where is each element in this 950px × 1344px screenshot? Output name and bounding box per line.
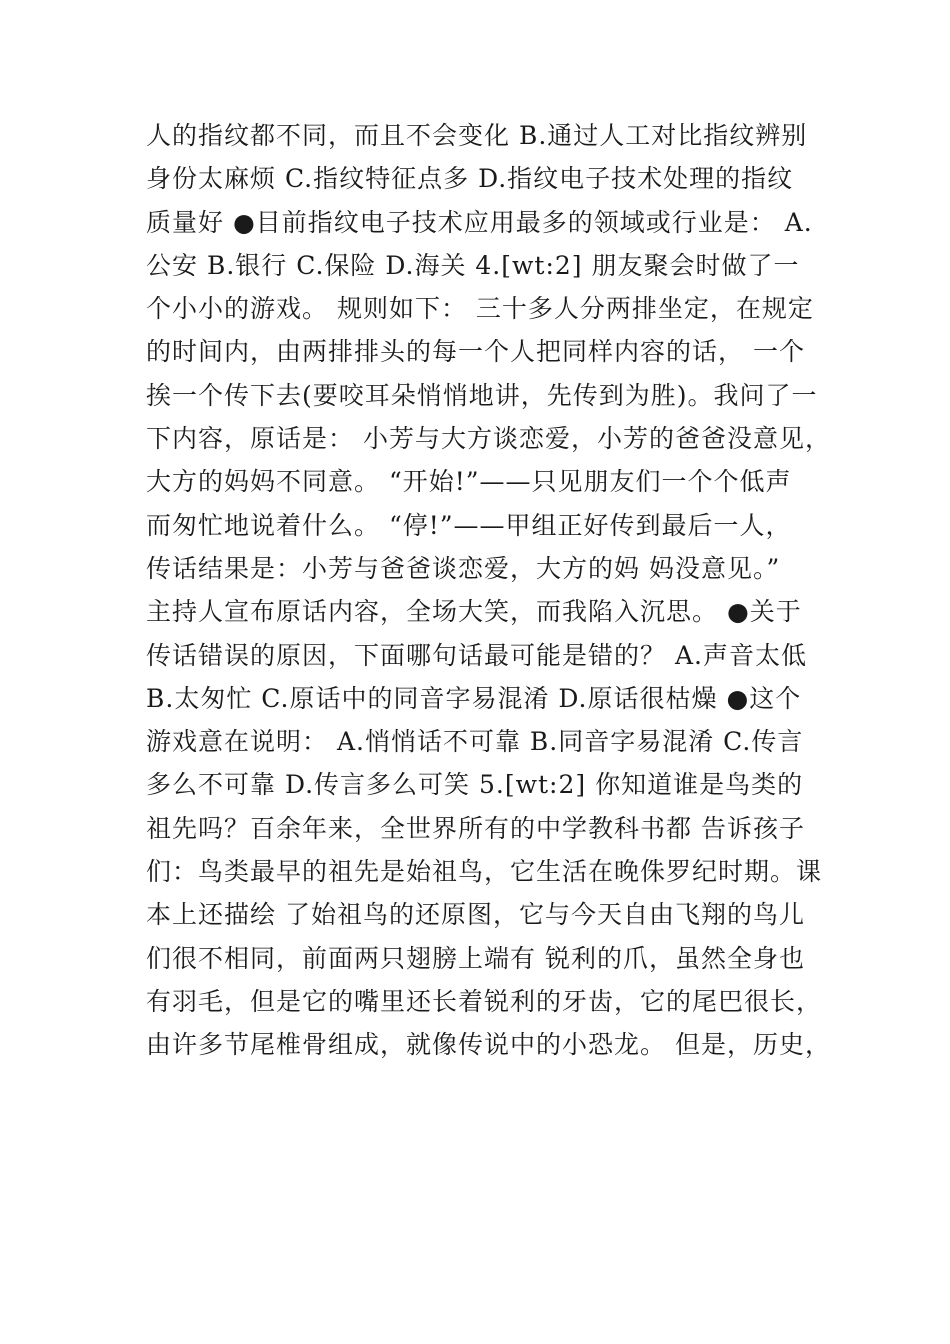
text-line: B.太匆忙 C.原话中的同音字易混淆 D.原话很枯燥 ●这个 <box>146 683 802 713</box>
text-line: 本上还描绘 了始祖鸟的还原图，它与今天自由飞翔的鸟儿 <box>146 900 805 930</box>
text-line: 大方的妈妈不同意。 “开始!”——只见朋友们一个个低声 <box>146 467 792 497</box>
text-line: 由许多节尾椎骨组成，就像传说中的小恐龙。 但是，历史， <box>146 1030 831 1060</box>
text-line: 质量好 ●目前指纹电子技术应用最多的领域或行业是： A. <box>146 207 813 237</box>
text-line: 们很不相同，前面两只翅膀上端有 锐利的爪，虽然全身也 <box>146 943 805 973</box>
text-line: 下内容，原话是： 小芳与大方谈恋爱，小芳的爸爸没意见， <box>146 424 831 454</box>
text-line: 传话结果是：小芳与爸爸谈恋爱，大方的妈 妈没意见。” <box>146 553 781 583</box>
text-line: 传话错误的原因，下面哪句话最可能是错的？ A.声音太低 <box>146 640 807 670</box>
text-line: 人的指纹都不同，而且不会变化 B.通过人工对比指纹辨别 <box>146 121 808 150</box>
text-line: 的时间内，由两排排头的每一个人把同样内容的话， 一个 <box>146 337 805 367</box>
text-line: 身份太麻烦 C.指纹特征点多 D.指纹电子技术处理的指纹 <box>146 164 794 194</box>
text-line: 公安 B.银行 C.保险 D.海关 4.[wt:2] 朋友聚会时做了一 <box>146 250 800 280</box>
text-line: 多么不可靠 D.传言多么可笑 5.[wt:2] 你知道谁是鸟类的 <box>146 770 804 800</box>
text-line: 游戏意在说明： A.悄悄话不可靠 B.同音字易混淆 C.传言 <box>146 727 804 757</box>
body-text <box>146 114 831 1067</box>
text-line: 祖先吗？百余年来，全世界所有的中学教科书都 告诉孩子 <box>146 813 805 843</box>
text-line: 个小小的游戏。 规则如下： 三十多人分两排坐定，在规定 <box>146 294 814 324</box>
text-line: 挨一个传下去(要咬耳朵悄悄地讲，先传到为胜)。我问了一 <box>146 380 818 410</box>
text-line: 主持人宣布原话内容，全场大笑，而我陷入沉思。 ●关于 <box>146 597 802 627</box>
text-line: 而匆忙地说着什么。 “停!”——甲组正好传到最后一人， <box>146 510 792 540</box>
text-line: 们：鸟类最早的祖先是始祖鸟，它生活在晚侏罗纪时期。课 <box>146 857 823 887</box>
text-line: 有羽毛，但是它的嘴里还长着锐利的牙齿，它的尾巴很长， <box>146 986 823 1016</box>
